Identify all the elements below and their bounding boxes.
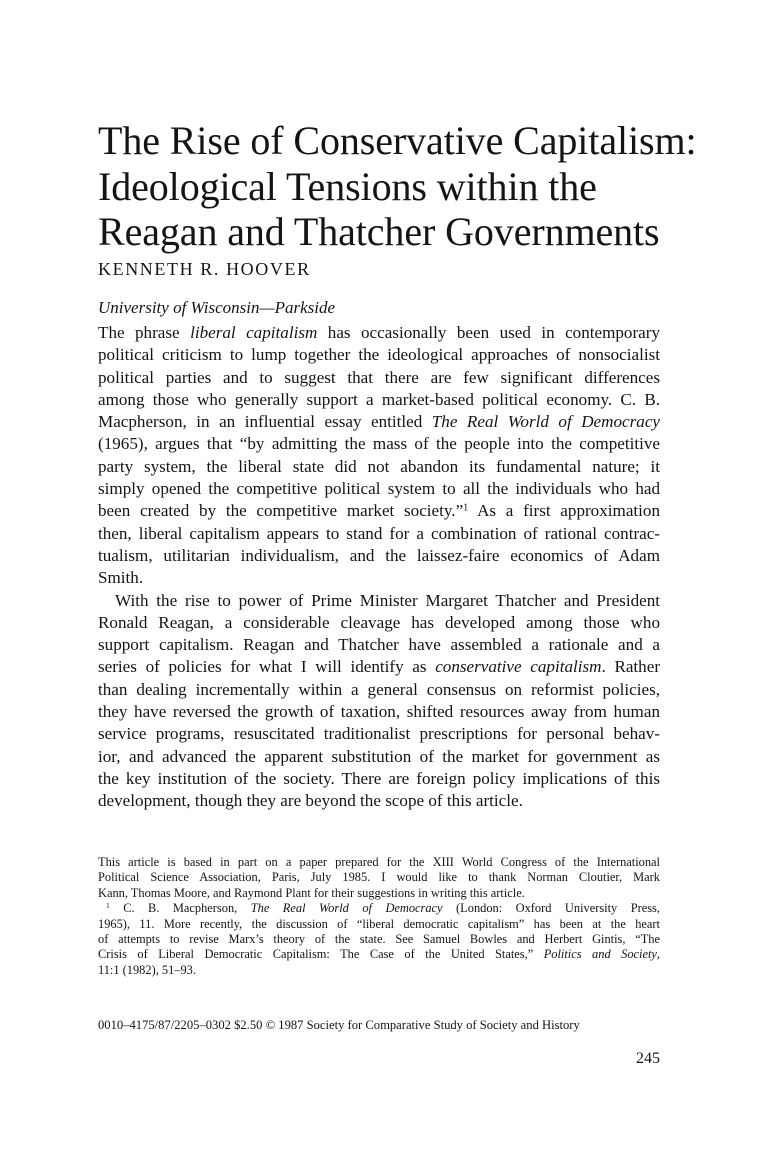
text-line: Ronald Reagan, a considerable cleavage has developed among those who bbox=[98, 612, 660, 632]
emphasis-term: conservative capitalism bbox=[435, 657, 602, 677]
note-line: 1965), 11. More recently, the discussion of “liberal democratic capitalism” has been at the heart bbox=[98, 916, 660, 931]
journal-title: Politics and Society bbox=[543, 947, 657, 962]
acknowledgment-note bbox=[98, 855, 660, 901]
author-name: KENNETH R. HOOVER bbox=[98, 259, 311, 279]
title-line: The Rise of Conservative Capitalism: bbox=[98, 118, 697, 163]
emphasis-term: liberal capitalism bbox=[190, 323, 318, 342]
text-line: ior, and advanced the apparent substitution of the market for government as bbox=[98, 746, 660, 766]
text-run: As a first approximation bbox=[468, 501, 661, 521]
text-line bbox=[98, 411, 660, 433]
text-line bbox=[98, 322, 660, 344]
text-run: been created by the competitive market society.” bbox=[98, 501, 464, 521]
footnotes bbox=[98, 855, 660, 978]
text-run: , bbox=[656, 947, 661, 962]
text-run: series of policies for what I will identify as bbox=[98, 657, 436, 677]
text-line: political parties and to suggest that there are few significant differences bbox=[98, 367, 660, 387]
text-run: Macpherson, in an influential essay entitled bbox=[98, 412, 432, 432]
text-line: among those who generally support a market-based political economy. C. B. bbox=[98, 389, 660, 409]
text-line: development, though they are beyond the scope of this article. bbox=[98, 791, 523, 811]
note-line bbox=[98, 901, 660, 916]
article-body bbox=[98, 322, 660, 813]
text-line: With the rise to power of Prime Minister Margaret Thatcher and President bbox=[115, 590, 660, 610]
text-line: than dealing incrementally within a general consensus on reformist policies, bbox=[98, 679, 660, 699]
footnote-ref[interactable]: 1 bbox=[463, 502, 469, 514]
note-line: This article is based in part on a paper prepared for the XIII World Congress of the International bbox=[98, 855, 660, 869]
text-line: service programs, resuscitated traditionalist prescriptions for personal behav- bbox=[98, 724, 660, 744]
note-line: of attempts to revise Marx’s theory of the state. See Samuel Bowles and Herbert Gintis, “The bbox=[98, 931, 660, 946]
text-run: C. B. Macpherson, bbox=[109, 901, 251, 916]
text-line bbox=[98, 500, 660, 522]
text-run: The phrase bbox=[98, 323, 191, 342]
footnote-1 bbox=[98, 901, 660, 978]
text-line: tualism, utilitarian individualism, and the laissez-faire economics of Adam bbox=[98, 545, 660, 565]
text-line: party system, the liberal state did not abandon its fundamental nature; it bbox=[98, 456, 660, 476]
book-title: The Real World of Democracy bbox=[250, 901, 443, 916]
text-line: simply opened the competitive political system to all the individuals who had bbox=[98, 479, 660, 499]
text-line: the key institution of the society. There are foreign policy implications of this bbox=[98, 768, 660, 788]
note-line: Kann, Thomas Moore, and Raymond Plant for their suggestions in writing this article. bbox=[98, 885, 525, 900]
title-line: Ideological Tensions within the bbox=[98, 163, 597, 209]
text-line: then, liberal capitalism appears to stand for a combination of rational contrac- bbox=[98, 523, 660, 543]
note-line: 11:1 (1982), 51–93. bbox=[98, 962, 196, 977]
text-run: Crisis of Liberal Democratic Capitalism: The Case of the United States,” bbox=[98, 947, 544, 962]
text-line: Smith. bbox=[98, 568, 144, 588]
footnote-marker: 1 bbox=[106, 901, 110, 911]
text-line bbox=[98, 656, 660, 678]
note-line bbox=[98, 947, 660, 962]
page-number: 245 bbox=[636, 1050, 660, 1067]
paragraph-2 bbox=[98, 590, 660, 813]
text-run: . Rather bbox=[601, 657, 661, 677]
book-title: The Real World of Democracy bbox=[431, 412, 660, 432]
text-line: (1965), argues that “by admitting the mass of the people into the competitive bbox=[98, 434, 660, 454]
text-run: has occasionally been used in contemporary bbox=[317, 323, 661, 342]
note-line: Political Science Association, Paris, July 1985. I would like to thank Norman Cloutier, Mark bbox=[98, 870, 660, 885]
text-run: (London: Oxford University Press, bbox=[442, 901, 660, 916]
author-affiliation: University of Wisconsin—Parkside bbox=[98, 298, 336, 317]
text-line: political criticism to lump together the ideological approaches of nonsocialist bbox=[98, 345, 660, 365]
copyright-line: 0010–4175/87/2205–0302 $2.50 © 1987 Society for Comparative Study of Society and History bbox=[98, 1018, 580, 1032]
paragraph-1 bbox=[98, 322, 660, 590]
article-title bbox=[98, 118, 698, 255]
text-line: support capitalism. Reagan and Thatcher have assembled a rationale and a bbox=[98, 635, 660, 655]
text-line: they have reversed the growth of taxation, shifted resources away from human bbox=[98, 702, 660, 722]
title-line: Reagan and Thatcher Governments bbox=[98, 209, 660, 254]
